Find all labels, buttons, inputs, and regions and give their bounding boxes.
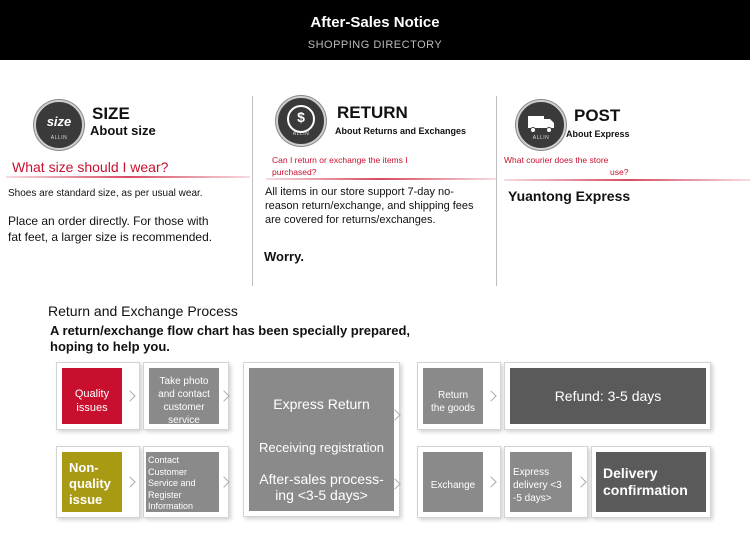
chevron-right-icon: [218, 476, 229, 487]
return-question-1: Can I return or exchange the items I: [272, 155, 408, 165]
return-text-3: are covered for returns/exchanges.: [265, 214, 436, 226]
return-text-2: reason return/exchange, and shipping fees: [265, 200, 474, 212]
post-underline: [504, 179, 750, 181]
delivery-confirm-box: [596, 452, 706, 512]
photo-label-3: customer: [163, 402, 205, 413]
express-delivery-box: [510, 452, 572, 512]
quality-label-1: Quality: [74, 388, 110, 400]
return-goods-label-1: Return: [437, 390, 468, 401]
size-badge-sub: ALLIN: [50, 135, 68, 141]
receiving-registration-label: Receiving registration: [258, 440, 384, 455]
page-subtitle: SHOPPING DIRECTORY: [307, 39, 443, 51]
chevron-right-icon: [485, 390, 496, 401]
photo-label-2: and contact: [158, 389, 210, 400]
express-return-box: [249, 368, 394, 511]
delivery-confirm-frame: [591, 446, 711, 518]
dollar-exchange-icon: $ ALLIN: [276, 96, 326, 146]
return-text-1: All items in our store support 7-day no-: [265, 186, 454, 198]
non-quality-label-1: Non-: [69, 460, 99, 475]
contact-label-3: Service and: [148, 478, 196, 488]
return-goods-box: [423, 368, 483, 424]
size-text-advice-1: Place an order directly. For those with: [8, 214, 209, 228]
return-section: [258, 96, 496, 286]
return-underline: [266, 178, 496, 180]
aftersales-label-2: ing <3-5 days>: [275, 487, 368, 503]
chevron-right-icon: [124, 476, 135, 487]
post-answer: Yuantong Express: [508, 188, 631, 204]
photo-contact-box: [149, 368, 219, 424]
delivery-confirm-label-2: confirmation: [603, 482, 688, 498]
contact-label-2: Customer: [148, 466, 188, 477]
photo-label-4: service: [168, 415, 200, 426]
return-question-2: purchased?: [272, 167, 317, 177]
size-subtitle: About size: [90, 123, 156, 138]
contact-label-5: Information: [148, 501, 194, 511]
return-title: RETURN: [337, 103, 408, 122]
size-badge-text: size: [46, 114, 72, 129]
column-divider: [252, 96, 253, 286]
size-question: What size should I wear?: [12, 159, 169, 175]
aftersales-label-1: After-sales process-: [259, 471, 384, 487]
contact-label-1: Contact: [148, 455, 180, 465]
column-divider: [496, 96, 497, 286]
flow-desc-line-2: hoping to help you.: [50, 339, 170, 354]
flow-desc-line-1: A return/exchange flow chart has been specially prepared,: [50, 323, 411, 338]
photo-label-1: Take photo: [159, 376, 209, 387]
express-delivery-label-3: -5 days>: [513, 493, 552, 504]
refund-frame: [504, 362, 711, 430]
flow-description: [50, 323, 450, 355]
chevron-right-icon: [575, 476, 586, 487]
delivery-confirm-label-1: Delivery: [603, 465, 658, 481]
size-title: SIZE: [92, 104, 130, 123]
non-quality-label-3: issue: [69, 492, 103, 507]
return-worry: Worry.: [264, 249, 304, 264]
non-quality-frame: [56, 446, 140, 518]
non-quality-box: [62, 452, 122, 512]
express-return-frame: [243, 362, 400, 517]
contact-label-4: Register: [148, 489, 182, 500]
return-goods-frame: [417, 362, 501, 430]
express-delivery-frame: [504, 446, 588, 518]
quality-issues-box: [62, 368, 122, 424]
size-underline: [6, 176, 250, 178]
express-delivery-label-2: delivery <3: [513, 480, 562, 491]
return-goods-label-2: the goods: [431, 403, 475, 414]
size-section: [0, 96, 250, 286]
header-bar: [0, 0, 750, 60]
non-quality-label-2: quality: [69, 476, 111, 491]
post-question-1: What courier does the store: [504, 155, 609, 165]
contact-register-box: [146, 452, 219, 512]
quality-label-2: issues: [76, 402, 108, 414]
size-badge-icon: [34, 100, 84, 150]
size-text-standard: Shoes are standard size, as per usual wear.: [8, 188, 203, 199]
photo-frame: [143, 362, 229, 430]
post-title: POST: [574, 106, 621, 125]
chevron-right-icon: [218, 390, 229, 401]
quality-frame: [56, 362, 140, 430]
flow-title: Return and Exchange Process: [48, 303, 238, 319]
return-badge-sub: ALLIN: [292, 131, 310, 137]
delivery-truck-icon: [516, 100, 566, 150]
express-delivery-label-1: Express: [513, 467, 550, 478]
refund-label: Refund: 3-5 days: [554, 388, 662, 404]
return-subtitle: About Returns and Exchanges: [335, 126, 467, 136]
chevron-right-icon: [124, 390, 135, 401]
exchange-box: [423, 452, 483, 512]
post-subtitle: About Express: [566, 129, 630, 139]
exchange-label: Exchange: [430, 480, 476, 491]
post-section: [500, 96, 750, 286]
post-question-2: use?: [610, 167, 629, 177]
chevron-right-icon: [485, 476, 496, 487]
exchange-frame: [417, 446, 501, 518]
size-text-advice-2: fat feet, a larger size is recommended.: [8, 230, 213, 244]
contact-frame: [143, 446, 229, 518]
refund-box: [510, 368, 706, 424]
express-return-label: Express Return: [273, 396, 370, 412]
post-badge-sub: ALLIN: [532, 135, 550, 141]
page-title: After-Sales Notice: [310, 14, 440, 31]
